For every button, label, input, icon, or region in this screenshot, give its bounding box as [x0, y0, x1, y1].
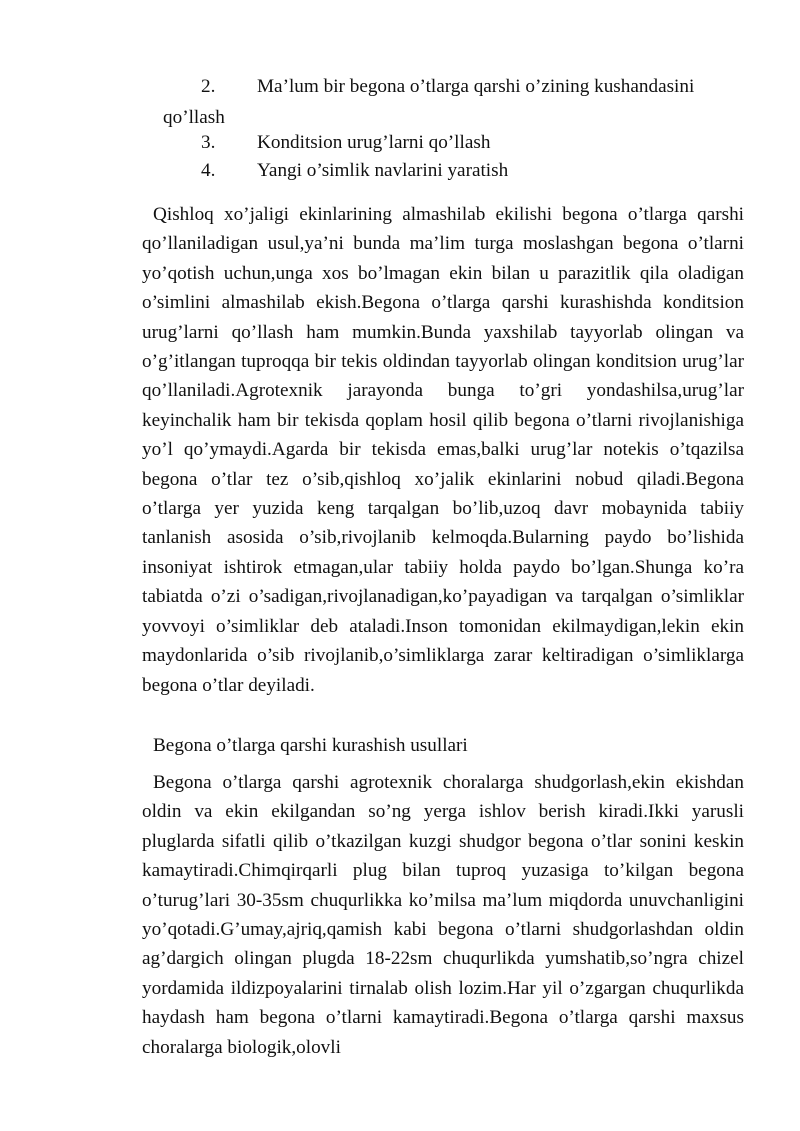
- section-heading: Begona o’tlarga qarshi kurashish usullari: [153, 735, 468, 756]
- body-paragraph: Begona o’tlarga qarshi agrotexnik choralarga shudgorlash,ekin ekishdan oldin va ekin ekilgandan so’ng yerga ishlov berish kiradi.Ikki yarusli pluglarda sifatli qilib o’tkazilgan kuzgi shudgor begona o’tlar sonini keskin kamaytiradi.Chimqirqarli plug bilan tuproq yuzasiga to’kilgan begona o’turug’lari 30-35sm chuqurlikka ko’milsa ma’lum miqdorda unuvchanligini yo’qotadi.G’umay,ajriq,qamish kabi begona o’tlarni shudgorlashdan oldin ag’dargich olingan plugda 18-22sm chuqurlikda yumshatib,so’ngra chizel yordamida ildizpoyalarini tirnalab olish lozim.Har yil o’zgargan chuqurlikda haydash ham begona o’tlarni kamaytiradi.Begona o’tlarga qarshi maxsus choralarga biologik,olovli: [142, 772, 744, 1058]
- list-number: 3.: [201, 132, 216, 153]
- body-paragraph: Qishloq xo’jaligi ekinlarining almashilab ekilishi begona o’tlarga qarshi qo’llaniladigan usul,ya’ni bunda ma’lim turga moslashgan begona o’tlarni yo’qotish uchun,unga xos bo’lmagan ekin bilan u parazitlik qila oladigan o’simlini almashilab ekish.Begona o’tlarga qarshi kurashishda konditsion urug’larni qo’llash ham mumkin.Bunda yaxshilab tayyorlab olingan va o’g’itlangan tuproqqa bir tekis oldindan tayyorlab olingan konditsion urug’lar qo’llaniladi.Agrotexnik jarayonda bunga to’gri yondashilsa,urug’lar keyinchalik ham bir tekisda qoplam hosil qilib begona o’tlarni rivojlanishiga yo’l qo’ymaydi.Agarda bir tekisda emas,balki urug’lar notekis o’tqazilsa begona o’tlar tez o’sib,qishloq xo’jalik ekinlarini nobud qiladi.Begona o’tlarga yer yuzida keng tarqalgan bo’lib,uzoq davr mobaynida tabiiy tanlanish asosida o’sib,rivojlanib kelmoqda.Bularning paydo bo’lishida insoniyat ishtirok etmagan,ular tabiiy holda paydo bo’lgan.Shunga ko’ra tabiatda o’zi o’sadigan,rivojlanadigan,ko’payadigan va tarqalgan o’simliklar yovvoyi o’simliklar deb ataladi.Inson tomonidan ekilmaydigan,lekin ekin maydonlarida o’sib rivojlanib,o’simliklarga zarar keltiradigan o’simliklarga begona o’tlar deyiladi.: [142, 204, 744, 696]
- list-number: 2.: [201, 76, 216, 97]
- list-number: 4.: [201, 160, 216, 181]
- list-text: Konditsion urug’larni qo’llash: [257, 132, 491, 153]
- list-text: Yangi o’simlik navlarini yaratish: [257, 160, 509, 181]
- list-item: [0, 132, 800, 160]
- list-item: [0, 160, 800, 188]
- list-item: [0, 76, 800, 104]
- list-text: Ma’lum bir begona o’tlarga qarshi o’zining kushandasini: [257, 76, 695, 97]
- list-continuation: qo’llash: [163, 107, 225, 128]
